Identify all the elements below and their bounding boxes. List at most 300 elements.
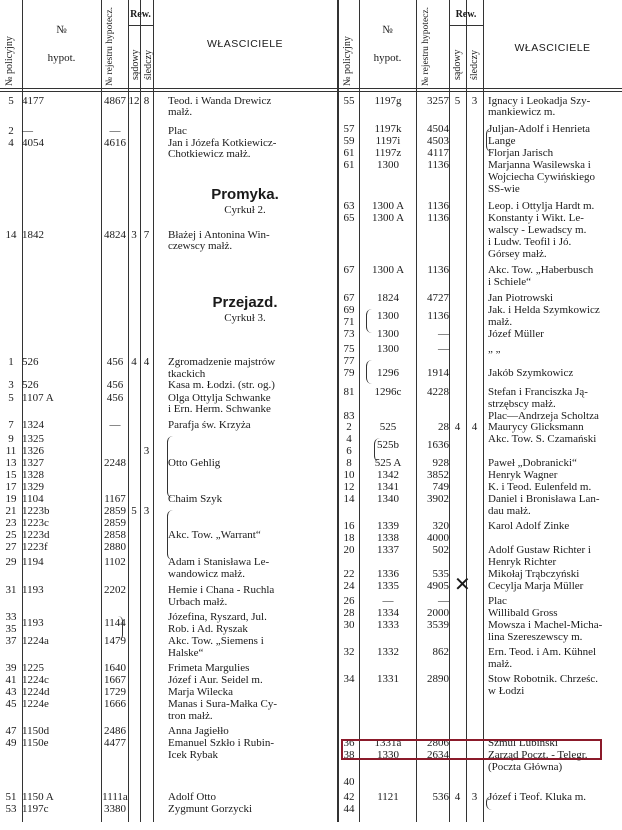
cell-hyp: 1329 xyxy=(22,481,44,493)
cell-owner: Plac—Andrzeja Scholtza xyxy=(488,410,599,422)
cell-owner: i Schiele“ xyxy=(488,276,532,288)
cell-owner: Jakób Szymkowicz xyxy=(488,367,574,379)
header-owners: WŁASCICIELE xyxy=(514,42,591,54)
cell-sle: 8 xyxy=(143,95,150,107)
cell-rej: 2634 xyxy=(427,749,449,761)
cell-hyp: 1225 xyxy=(22,662,44,674)
cell-owner: w Łodzi xyxy=(488,685,525,697)
cell-owner: Wojciecha Cywińskiego xyxy=(488,171,595,183)
cell-sle: 4 xyxy=(143,356,150,368)
cell-hyp: 1224c xyxy=(22,674,49,686)
cell-pol: 40 xyxy=(343,776,355,788)
cell-sad: 4 xyxy=(454,421,461,433)
cell-rej: 4477 xyxy=(104,737,126,749)
cell-rej: 928 xyxy=(432,457,449,469)
cell-owner: Akc. Tow. „Siemens i xyxy=(168,635,264,647)
cell-hyp: 1197c xyxy=(22,803,49,815)
header-rule xyxy=(0,88,622,89)
cell-rej: 320 xyxy=(432,520,449,532)
cell-owner: Adam i Stanisława Le- xyxy=(168,556,270,568)
cross-mark: ✕ xyxy=(454,572,471,596)
cell-sad: 5 xyxy=(131,505,137,517)
header-policyjny: № policyjny xyxy=(4,36,15,86)
cell-sle: 3 xyxy=(143,505,150,517)
cell-hyp: 1296 xyxy=(377,367,399,379)
cell-sad: 12 xyxy=(128,95,140,107)
cell-owner: Rob. i Ad. Ryszak xyxy=(168,623,248,635)
cell-owner: Mowsza i Machel-Micha- xyxy=(488,619,603,631)
cell-pol: 63 xyxy=(343,200,355,212)
cell-pol: 77 xyxy=(343,355,355,367)
cell-owner: Kasa m. Łodzi. (str. og.) xyxy=(168,379,275,391)
cell-rej: 2202 xyxy=(104,584,126,596)
cell-rej: 4867 xyxy=(104,95,126,107)
cell-pol: 4 xyxy=(8,137,14,149)
cell-rej: 2890 xyxy=(427,673,449,685)
col-divider xyxy=(466,0,467,822)
cell-pol: 57 xyxy=(343,123,355,135)
cell-owner: Zarząd Poczt. - Telegr. xyxy=(488,749,588,761)
cell-pol: 9 xyxy=(8,433,14,445)
cell-rej: 535 xyxy=(432,568,449,580)
cell-rej: 3852 xyxy=(427,469,449,481)
col-divider xyxy=(153,0,154,822)
header-policyjny: № policyjny xyxy=(342,36,353,86)
cell-hyp: 1296c xyxy=(374,386,402,398)
cell-pol: 25 xyxy=(5,529,17,541)
cell-owner: Manas i Sura-Małka Cy- xyxy=(168,698,278,710)
cell-pol: 13 xyxy=(5,457,17,469)
header-rejestru: № rejestru hypotecz. xyxy=(421,7,431,86)
cell-hyp: 4177 xyxy=(22,95,44,107)
cell-owner: Józefina, Ryszard, Jul. xyxy=(168,611,267,623)
rew-rule xyxy=(128,25,153,26)
cell-owner: i Ludw. Teofil i Jó. xyxy=(488,236,572,248)
cell-rej: 1667 xyxy=(104,674,126,686)
header-rew: Rew. xyxy=(130,9,151,20)
group-brace xyxy=(167,436,174,498)
cell-hyp: 1336 xyxy=(377,568,399,580)
cell-pol: 81 xyxy=(343,386,355,398)
cell-hyp: 1194 xyxy=(22,556,44,568)
cell-hyp: 1121 xyxy=(377,791,399,803)
cell-rej: 1666 xyxy=(104,698,126,710)
cell-pol: 26 xyxy=(343,595,355,607)
cell-rej: 2880 xyxy=(104,541,126,553)
cell-owner: mankiewicz m. xyxy=(488,106,556,118)
cell-owner: Stefan i Franciszka Ją- xyxy=(488,386,588,398)
cell-pol: 2 xyxy=(346,421,352,433)
cell-owner: SS-wie xyxy=(488,183,520,195)
cell-rej: 3902 xyxy=(427,493,449,505)
cell-hyp: 1300 A xyxy=(371,212,405,224)
cell-owner: Teod. i Wanda Drewicz xyxy=(168,95,272,107)
cell-owner: Józef i Aur. Seidel m. xyxy=(168,674,263,686)
rew-rule xyxy=(449,25,483,26)
cell-hyp: 1223f xyxy=(22,541,48,553)
cell-hyp: 1334 xyxy=(377,607,399,619)
cell-rej: — xyxy=(438,328,449,340)
cell-owner: Adolf Otto xyxy=(168,791,216,803)
cell-rej: 3380 xyxy=(104,803,126,815)
cell-owner: Emanuel Szkło i Rubin- xyxy=(168,737,275,749)
cell-pol: 8 xyxy=(346,457,352,469)
cell-pol: 42 xyxy=(343,791,355,803)
cell-owner: Otto Gehlig xyxy=(168,457,221,469)
group-brace xyxy=(486,796,492,810)
section-subtitle: Cyrkuł 2. xyxy=(224,204,266,216)
cell-hyp: 1324 xyxy=(22,419,44,431)
cell-sad: 5 xyxy=(454,95,461,107)
cell-owner: Daniel i Bronisława Lan- xyxy=(488,493,600,505)
cell-owner: Willibald Gross xyxy=(488,607,558,619)
cell-rej: 2248 xyxy=(104,457,126,469)
cell-owner: Juljan-Adolf i Henrieta xyxy=(488,123,591,135)
cell-rej: 456 xyxy=(106,392,124,404)
cell-hyp: 1224e xyxy=(22,698,49,710)
cell-sle: 3 xyxy=(143,445,150,457)
cell-owner: Frimeta Margulies xyxy=(168,662,250,674)
cell-pol: 55 xyxy=(343,95,355,107)
cell-pol: 53 xyxy=(5,803,17,815)
cell-owner: Cecylja Marja Müller xyxy=(488,580,584,592)
cell-hyp: 4054 xyxy=(22,137,44,149)
cell-pol: 21 xyxy=(5,505,17,517)
cell-owner: Górsey małż. xyxy=(488,248,547,260)
cell-hyp: 1824 xyxy=(377,292,399,304)
cell-owner: Henryk Richter xyxy=(488,556,557,568)
cell-pol: 12 xyxy=(343,481,355,493)
cell-owner: Chaim Szyk xyxy=(168,493,223,505)
cell-hyp: 1300 xyxy=(377,328,399,340)
cell-owner: walscy - Lewadscy m. xyxy=(488,224,587,236)
cell-owner: Ignacy i Leokadja Szy- xyxy=(488,95,591,107)
cell-pol: 83 xyxy=(343,410,355,422)
group-brace xyxy=(118,616,123,640)
cell-owner: Szmul Lubiński xyxy=(488,737,558,749)
header-no: № xyxy=(56,24,67,36)
cell-rej: 3257 xyxy=(427,95,449,107)
cell-sle: 4 xyxy=(471,421,478,433)
cell-hyp: 1327 xyxy=(22,457,44,469)
cell-owner: Paweł „Dobranicki“ xyxy=(488,457,577,469)
cell-owner: Stow Robotnik. Chrześc. xyxy=(488,673,598,685)
cell-pol: 71 xyxy=(343,316,355,328)
cell-hyp: 1300 xyxy=(377,159,399,171)
cell-pol: 14 xyxy=(343,493,355,505)
cell-owner: Parafja św. Krzyża xyxy=(168,419,251,431)
cell-pol: 22 xyxy=(343,568,355,580)
cell-owner: strzębscy małż. xyxy=(488,398,556,410)
cell-pol: 67 xyxy=(343,292,355,304)
cell-owner: Chotkiewicz małż. xyxy=(168,148,251,160)
cell-rej: 2859 xyxy=(104,505,126,517)
cell-pol: 30 xyxy=(343,619,355,631)
cell-pol: 67 xyxy=(343,264,355,276)
cell-pol: 10 xyxy=(343,469,355,481)
cell-pol: 18 xyxy=(343,532,355,544)
cell-owner: Mikołaj Trąbczyński xyxy=(488,568,580,580)
cell-pol: 45 xyxy=(5,698,17,710)
cell-owner: czewscy małż. xyxy=(168,240,233,252)
header-no: № xyxy=(382,24,393,36)
cell-hyp: 1223d xyxy=(22,529,50,541)
cell-rej: 4727 xyxy=(427,292,449,304)
cell-owner: lina Szereszewscy m. xyxy=(488,631,583,643)
cell-hyp: 1339 xyxy=(377,520,399,532)
cell-hyp: 1341 xyxy=(377,481,399,493)
cell-owner: Józef i Teof. Kluka m. xyxy=(488,791,587,803)
cell-rej: 749 xyxy=(432,481,449,493)
cell-rej: 28 xyxy=(438,421,449,433)
cell-rej: 3539 xyxy=(427,619,449,631)
cell-hyp: 1331 xyxy=(377,673,399,685)
group-brace xyxy=(167,510,174,560)
cell-pol: 28 xyxy=(343,607,355,619)
cell-owner: tron małż. xyxy=(168,710,213,722)
cell-pol: 6 xyxy=(346,445,352,457)
col-divider xyxy=(449,0,450,822)
col-divider xyxy=(140,0,141,822)
cell-owner: Leop. i Ottylja Hardt m. xyxy=(488,200,595,212)
cell-pol: 27 xyxy=(5,541,17,553)
cell-rej: 1479 xyxy=(104,635,126,647)
cell-pol: 36 xyxy=(343,737,355,749)
cell-pol: 51 xyxy=(5,791,17,803)
cell-rej: 2806 xyxy=(427,737,449,749)
cell-rej: 1136 xyxy=(427,159,449,171)
cell-owner: małż. xyxy=(488,316,513,328)
cell-pol: 19 xyxy=(5,493,17,505)
cell-owner: Henryk Wagner xyxy=(488,469,558,481)
cell-hyp: 1340 xyxy=(377,493,399,505)
cell-pol: 73 xyxy=(343,328,355,340)
cell-rej: 862 xyxy=(432,646,449,658)
cell-pol: 11 xyxy=(5,445,17,457)
cell-hyp: 1325 xyxy=(22,433,44,445)
cell-owner: K. i Teod. Eulenfeld m. xyxy=(488,481,592,493)
cell-owner: (Poczta Główna) xyxy=(488,761,563,773)
cell-hyp: 1300 xyxy=(377,343,399,355)
cell-owner: Florjan Jarisch xyxy=(488,147,554,159)
cell-rej: — xyxy=(438,595,449,607)
highlight-box[interactable] xyxy=(341,739,602,760)
cell-owner: Plac xyxy=(488,595,507,607)
cell-rej: 2859 xyxy=(104,517,126,529)
cell-pol: 2 xyxy=(8,125,14,137)
cell-owner: Anna Jagiełło xyxy=(168,725,229,737)
cell-owner: Zygmunt Gorzycki xyxy=(168,803,253,815)
cell-owner: Maurycy Glicksmann xyxy=(488,421,584,433)
cell-rej: 502 xyxy=(432,544,449,556)
cell-pol: 34 xyxy=(343,673,355,685)
cell-pol: 59 xyxy=(343,135,355,147)
cell-pol: 38 xyxy=(343,749,355,761)
cell-hyp: 526 xyxy=(22,379,39,391)
cell-pol: 41 xyxy=(5,674,17,686)
col-divider xyxy=(128,0,129,822)
header-sadowy: sądowy xyxy=(130,49,141,80)
cell-hyp: 1335 xyxy=(377,580,399,592)
cell-rej: 2486 xyxy=(104,725,126,737)
cell-owner: Zgromadzenie majstrów xyxy=(168,356,276,368)
cell-hyp: 1150d xyxy=(22,725,50,737)
cell-owner: Akc. Tow. „Warrant“ xyxy=(168,529,261,541)
cell-owner: małż. xyxy=(168,106,193,118)
cell-rej: 1102 xyxy=(104,556,126,568)
cell-pol: 15 xyxy=(5,469,17,481)
cell-owner: Adolf Gustaw Richter i xyxy=(488,544,591,556)
cell-rej: — xyxy=(438,343,449,355)
cell-hyp: 1223c xyxy=(22,517,49,529)
cell-owner: Ern. Teod. i Am. Kühnel xyxy=(488,646,597,658)
cell-owner: „ „ xyxy=(488,343,501,355)
cell-hyp: 1330 xyxy=(377,749,399,761)
cell-hyp: 1300 xyxy=(377,310,399,322)
cell-hyp: 525 xyxy=(379,421,397,433)
cell-rej: 4117 xyxy=(427,147,449,159)
cell-pol: 43 xyxy=(5,686,17,698)
group-brace xyxy=(486,128,492,152)
section-title: Przejazd. xyxy=(212,294,278,311)
cell-rej: 2858 xyxy=(104,529,126,541)
cell-hyp: — xyxy=(22,125,33,137)
cell-owner: Plac xyxy=(168,125,187,137)
header-rule xyxy=(0,91,622,92)
cell-sle: 7 xyxy=(143,229,150,241)
cell-pol: 5 xyxy=(8,392,14,404)
cell-pol: 65 xyxy=(343,212,355,224)
cell-pol: 75 xyxy=(343,343,355,355)
cell-owner: wandowicz małż. xyxy=(168,568,245,580)
cell-pol: 16 xyxy=(343,520,355,532)
cell-owner: Icek Rybak xyxy=(168,749,218,761)
cell-pol: 17 xyxy=(5,481,17,493)
cell-pol: 3 xyxy=(8,379,14,391)
cell-rej: 1111a xyxy=(102,791,128,803)
cell-owner: i Ern. Herm. Schwanke xyxy=(168,403,271,415)
cell-hyp: 1842 xyxy=(22,229,44,241)
cell-rej: 456 xyxy=(106,379,124,391)
cell-rej: 4000 xyxy=(427,532,449,544)
cell-hyp: 1338 xyxy=(377,532,399,544)
cell-pol: 33 xyxy=(5,611,17,623)
cell-pol: 69 xyxy=(343,304,355,316)
cell-hyp: — xyxy=(382,595,394,607)
cell-pol: 23 xyxy=(5,517,17,529)
cell-rej: 1136 xyxy=(427,310,449,322)
cell-rej: 1729 xyxy=(104,686,126,698)
cell-hyp: 1328 xyxy=(22,469,44,481)
cell-hyp: 1197g xyxy=(374,95,402,107)
cell-rej: 4503 xyxy=(427,135,449,147)
cell-rej: 456 xyxy=(106,356,124,368)
cell-pol: 31 xyxy=(5,584,17,596)
cell-rej: — xyxy=(109,419,121,431)
cell-hyp: 1193 xyxy=(22,617,44,629)
cell-sle: 3 xyxy=(471,791,478,803)
cell-pol: 32 xyxy=(343,646,355,658)
cell-hyp: 1342 xyxy=(377,469,399,481)
cell-hyp: 525b xyxy=(377,439,399,451)
cell-rej: 536 xyxy=(432,791,449,803)
cell-pol: 37 xyxy=(5,635,17,647)
cell-sad: 4 xyxy=(454,791,461,803)
cell-hyp: 1150 A xyxy=(22,791,54,803)
cell-hyp: 1197z xyxy=(374,147,402,159)
cell-rej: 4905 xyxy=(427,580,449,592)
cell-rej: 1167 xyxy=(104,493,126,505)
cell-rej: 1640 xyxy=(104,662,126,674)
group-brace xyxy=(374,438,380,462)
cell-pol: 44 xyxy=(343,803,355,815)
cell-pol: 61 xyxy=(343,147,355,159)
cell-rej: 4616 xyxy=(104,137,126,149)
cell-owner: Błażej i Antonina Win- xyxy=(168,229,270,241)
cell-hyp: 1104 xyxy=(22,493,44,505)
cell-owner: Karol Adolf Zinke xyxy=(488,520,570,532)
cell-rej: 1136 xyxy=(427,200,449,212)
cell-rej: 1914 xyxy=(427,367,449,379)
section-subtitle: Cyrkuł 3. xyxy=(224,312,266,324)
cell-rej: — xyxy=(109,125,121,137)
cell-owner: Jak. i Helda Szymkowicz xyxy=(488,304,600,316)
cell-pol: 5 xyxy=(8,95,14,107)
cell-pol: 39 xyxy=(5,662,17,674)
cell-hyp: 1150e xyxy=(22,737,49,749)
cell-hyp: 1300 A xyxy=(371,264,405,276)
cell-rej: 4228 xyxy=(427,386,449,398)
header-sledczy: śledczy xyxy=(469,50,480,80)
cell-hyp: 1224a xyxy=(22,635,49,647)
cell-hyp: 1197i xyxy=(375,135,401,147)
cell-hyp: 525 A xyxy=(374,457,402,469)
group-brace xyxy=(366,309,372,333)
header-owners: WŁASCICIELE xyxy=(206,38,284,50)
header-hypot: hypot. xyxy=(47,52,76,64)
header-sadowy: sądowy xyxy=(452,49,463,80)
cell-pol: 1 xyxy=(8,356,14,368)
cell-owner: Akc. Tow. S. Czamański xyxy=(488,433,597,445)
header-rejestru: № rejestru hypotecz. xyxy=(105,7,115,86)
cell-pol: 61 xyxy=(343,159,355,171)
cell-sle: 3 xyxy=(471,95,478,107)
cell-owner: małż. xyxy=(488,658,513,670)
col-divider xyxy=(483,0,484,822)
cell-owner: Halske“ xyxy=(168,647,204,659)
cell-owner: Konstanty i Wikt. Le- xyxy=(488,212,584,224)
cell-owner: Marjanna Wasilewska i xyxy=(488,159,591,171)
cell-hyp: 1197k xyxy=(374,123,402,135)
cell-owner: Lange xyxy=(488,135,516,147)
cell-hyp: 1223b xyxy=(22,505,50,517)
cell-rej: 1144 xyxy=(104,617,126,629)
cell-pol: 47 xyxy=(5,725,17,737)
cell-pol: 7 xyxy=(8,419,14,431)
cell-sad: 4 xyxy=(131,356,137,368)
header-rew: Rew. xyxy=(455,9,477,20)
cell-owner: tkackich xyxy=(168,368,206,380)
cell-hyp: 526 xyxy=(22,356,39,368)
cell-hyp: 1333 xyxy=(377,619,399,631)
cell-hyp: 1300 A xyxy=(371,200,405,212)
cell-sad: 3 xyxy=(131,229,137,241)
cell-hyp: 1331a xyxy=(374,737,402,749)
cell-owner: Jan i Józefa Kotkiewicz- xyxy=(168,137,277,149)
cell-hyp: 1337 xyxy=(377,544,399,556)
cell-owner: Olga Ottylja Schwanke xyxy=(168,392,271,404)
cell-pol: 29 xyxy=(5,556,17,568)
